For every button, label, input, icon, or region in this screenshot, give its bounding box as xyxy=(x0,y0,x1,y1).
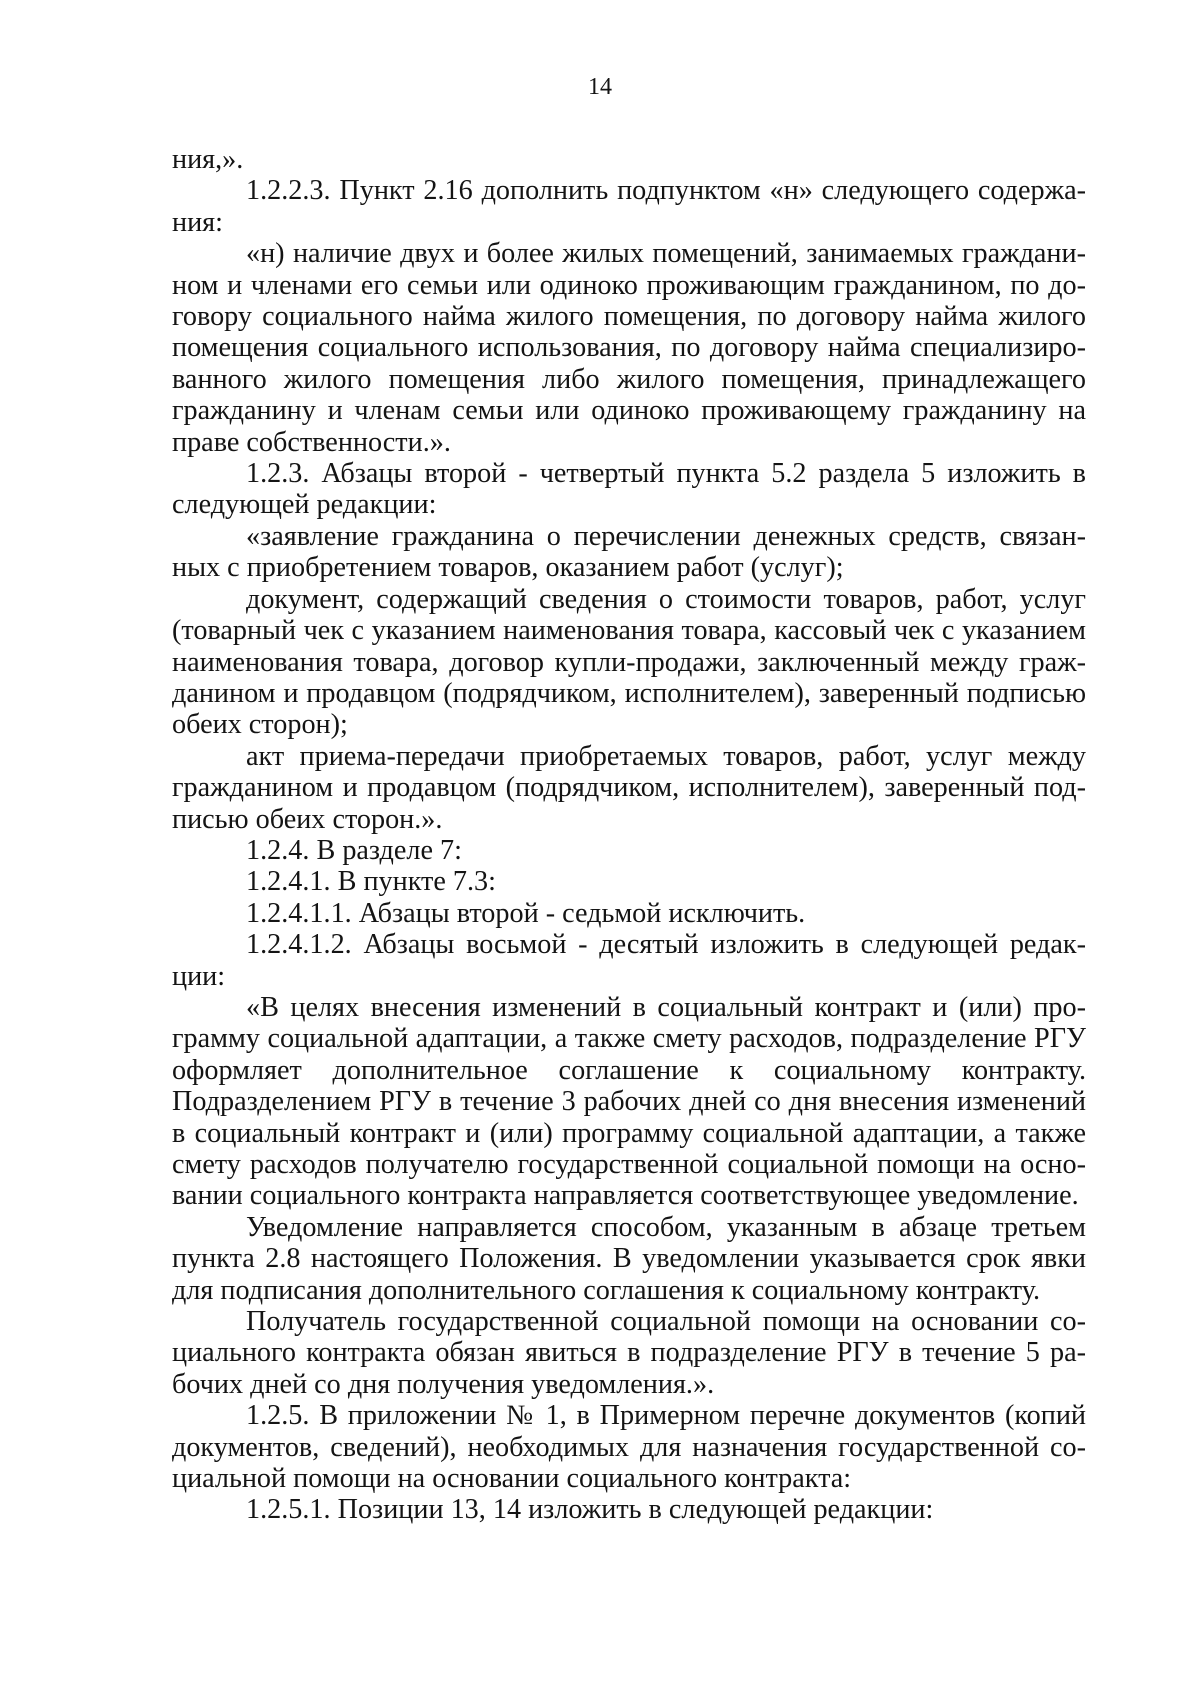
paragraph-1-2-4-1-2: 1.2.4.1.2. Абзацы восьмой - десятый изложить в следующей редакции: xyxy=(172,929,1086,992)
paragraph-1-2-4: 1.2.4. В разделе 7: xyxy=(246,834,462,866)
paragraph-1-2-4-1-1: 1.2.4.1.1. Абзацы второй - седьмой исключить. xyxy=(246,897,806,929)
document-body xyxy=(172,144,1086,1526)
paragraph-1-2-2-3: 1.2.2.3. Пункт 2.16 дополнить подпунктом «н» следующего содержания: xyxy=(172,175,1086,238)
paragraph-1-2-5-1: 1.2.5.1. Позиции 13, 14 изложить в следующей редакции: xyxy=(246,1494,934,1526)
paragraph-1-2-4-1: 1.2.4.1. В пункте 7.3: xyxy=(246,866,496,898)
paragraph-notification: Уведомление направляется способом, указанным в абзаце третьем пункта 2.8 настоящего Положения. В уведомлении указывается срок явки для подписания дополнительного соглашения к социальному контракту. xyxy=(172,1211,1086,1306)
paragraph-transfer-act: акт приема-передачи приобретаемых товаров, работ, услуг между гражданином и продавцом (подрядчиком, исполнителем), заверенный подписью обеих сторон.». xyxy=(172,740,1086,835)
paragraph-contract-changes: «В целях внесения изменений в социальный контракт и (или) программу социальной адаптации, а также смету расходов, подразделение РГУ оформляет дополнительное соглашение к социальному контракту. Подразделением РГУ в течение 3 рабочих дней со дня внесения изменений в социальный контракт и (или) программу социальной адаптации, а также смету расходов получателю государственной социальной помощи на основании социального контракта направляется соответствующее уведомление. xyxy=(172,991,1086,1212)
paragraph-1-2-5: 1.2.5. В приложении № 1, в Примерном перечне документов (копий документов, сведений), необходимых для назначения государственной социальной помощи на основании социального контракта: xyxy=(172,1400,1086,1495)
paragraph-subitem-n: «н) наличие двух и более жилых помещений, занимаемых гражданином и членами его семьи или одиноко проживающим гражданином, по договору социального найма жилого помещения, по договору найма жилого помещения социального использования, по договору найма специализированного жилого помещения либо жилого помещения, принадлежащего гражданину и членам семьи или одиноко проживающему гражданину на праве собственности.». xyxy=(172,238,1086,458)
paragraph-cost-document: документ, содержащий сведения о стоимости товаров, работ, услуг (товарный чек с указанием наименования товара, кассовый чек с указанием наименования товара, договор купли-продажи, заключенный между гражданином и продавцом (подрядчиком, исполнителем), заверенный подписью обеих сторон); xyxy=(172,583,1086,741)
paragraph-application-statement: «заявление гражданина о перечислении денежных средств, связанных с приобретением товаров, оказанием работ (услуг); xyxy=(172,520,1086,584)
paragraph-recipient-obligation: Получатель государственной социальной помощи на основании социального контракта обязан явиться в подразделение РГУ в течение 5 рабочих дней со дня получения уведомления.». xyxy=(172,1306,1086,1400)
page-number: 14 xyxy=(588,74,612,100)
paragraph-1-2-3: 1.2.3. Абзацы второй - четвертый пункта 5.2 раздела 5 изложить в следующей редакции: xyxy=(172,458,1086,521)
paragraph-continuation: ния,». xyxy=(172,144,244,175)
